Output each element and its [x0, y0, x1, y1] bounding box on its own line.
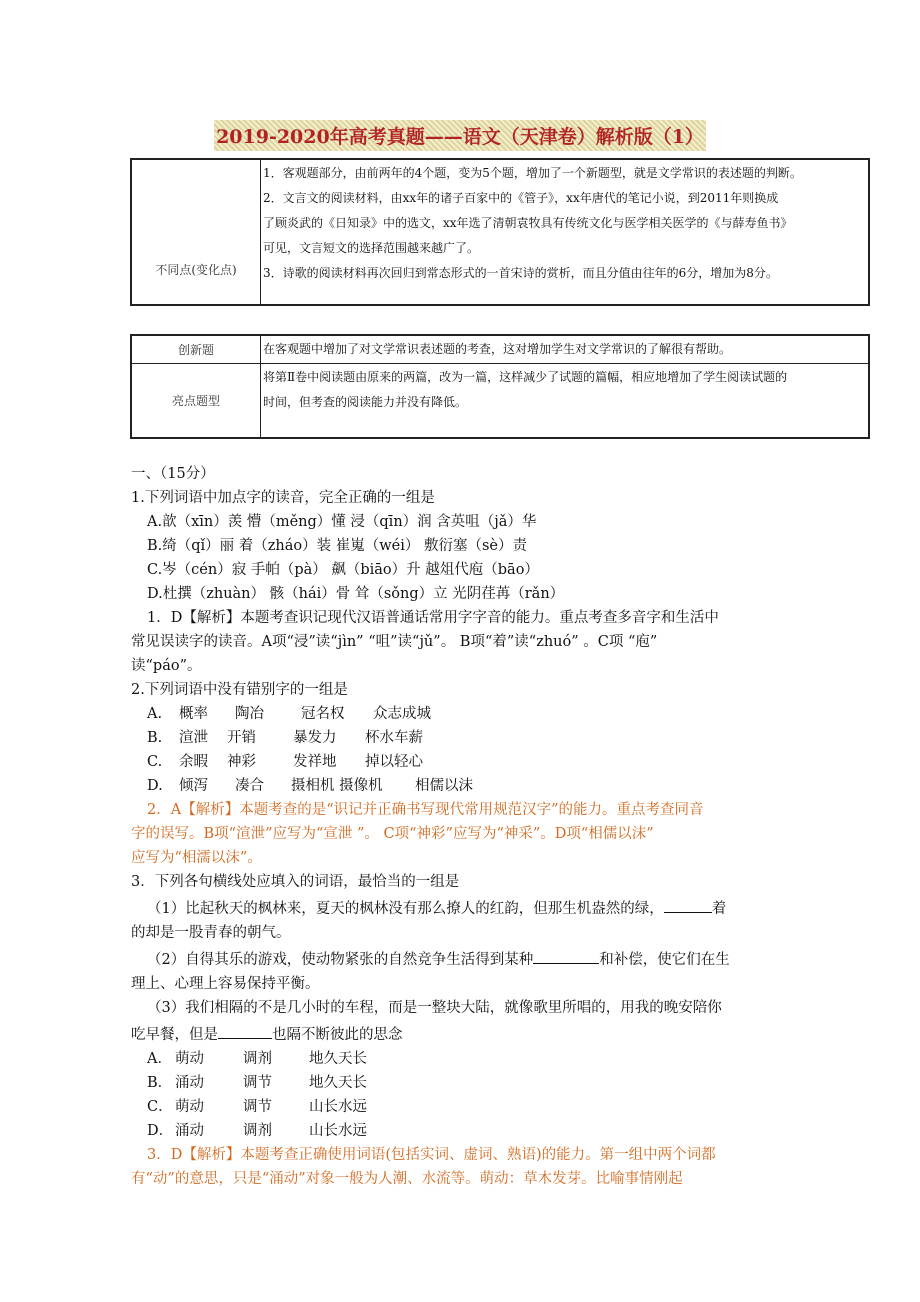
q2-analysis: 应写为“相濡以沫”。 — [131, 850, 262, 866]
option-letter: B． — [147, 1075, 173, 1091]
table1-line: 可见，文言短文的选择范围越来越广了。 — [263, 241, 480, 255]
question-block — [131, 462, 791, 1191]
table2-label: 创新题 — [131, 335, 261, 364]
table2-line: 将第Ⅱ卷中阅读题由原来的两篇，改为一篇，这样减少了试题的篇幅，相应地增加了学生阅读试题的 — [263, 370, 788, 384]
option-word: 相儒以沫 — [415, 778, 473, 794]
option-word: 萌动 — [175, 1099, 204, 1115]
sentence-text: 着 — [711, 901, 727, 917]
option-word: 众志成城 — [373, 706, 431, 722]
q3-sentence: （3）我们相隔的不是几小时的车程，而是一整块大陆，就像歌里所唱的，用我的晚安陪你 — [147, 1000, 722, 1016]
sentence-text: 也隔不断彼此的思念 — [272, 1027, 403, 1043]
option-word: 余暇 — [179, 754, 208, 770]
option-word: 调剂 — [243, 1051, 272, 1067]
q3-sentence — [131, 1020, 791, 1047]
table2-content — [261, 335, 870, 364]
q2-stem: 2.下列词语中没有错别字的一组是 — [131, 682, 348, 698]
q2-option — [131, 750, 791, 774]
comparison-table-1 — [130, 158, 870, 306]
q1-option: D.杜撰（zhuàn） 骸（hái）骨 耸（sǒng）立 光阴荏苒（rǎn） — [147, 586, 565, 602]
option-word: 杯水车薪 — [365, 730, 423, 746]
option-word: 概率 — [179, 706, 208, 722]
option-word: 掉以轻心 — [365, 754, 423, 770]
q1-analysis: 1．D【解析】本题考查识记现代汉语普通话常用字字音的能力。重点考查多音字和生活中 — [147, 610, 719, 626]
q1-option: A.歆（xīn）羡 懵（měng）懂 浸（qīn）润 含英咀（jǎ）华 — [147, 514, 537, 530]
table2-line: 时间，但考查的阅读能力并没有降低。 — [263, 395, 468, 409]
option-word: 萌动 — [175, 1051, 204, 1067]
table1-line: 了顾炎武的《日知录》中的选文，xx年选了清朝袁牧具有传统文化与医学相关医学的《与薛寿鱼书》 — [263, 216, 793, 230]
option-letter: D. — [147, 778, 163, 794]
option-word: 倾泻 — [179, 778, 208, 794]
q1-stem: 1.下列词语中加点字的读音，完全正确的一组是 — [131, 490, 435, 506]
table1-content — [261, 159, 870, 305]
table1-line: 1．客观题部分，由前两年的4个题，变为5个题，增加了一个新题型，就是文学常识的表述题的判断。 — [263, 166, 802, 180]
option-word: 调节 — [243, 1099, 272, 1115]
q3-stem: 3．下列各句横线处应填入的词语，最恰当的一组是 — [131, 874, 460, 890]
q2-option — [131, 702, 791, 726]
q3-option — [131, 1119, 791, 1143]
q3-sentence: 理上、心理上容易保持平衡。 — [131, 976, 320, 992]
option-letter: A． — [147, 1051, 172, 1067]
q1-option: B.绮（qǐ）丽 着（zháo）装 崔嵬（wéi） 敷衍塞（sè）责 — [147, 538, 528, 554]
table1-label: 不同点(变化点) — [131, 159, 261, 305]
option-word: 摄相机 摄像机 — [291, 778, 383, 794]
table1-line: 2．文言文的阅读材料，由xx年的诸子百家中的《管子》，xx年唐代的笔记小说，到2011年则换成 — [263, 191, 779, 205]
q3-sentence — [131, 945, 791, 972]
option-word: 调剂 — [243, 1123, 272, 1139]
fill-blank — [664, 894, 712, 913]
q2-analysis: 2．A【解析】本题考查的是“识记并正确书写现代常用规范汉字”的能力。重点考查同音 — [147, 802, 704, 818]
fill-blank — [533, 945, 599, 964]
option-letter: D． — [147, 1123, 174, 1139]
table1-line: 3．诗歌的阅读材料再次回归到常态形式的一首宋诗的赏析，而且分值由往年的6分，增加为8分。 — [263, 266, 778, 280]
option-word: 地久天长 — [309, 1075, 367, 1091]
sentence-text: （1）比起秋天的枫林来，夏天的枫林没有那么撩人的红韵，但那生机盎然的绿， — [147, 901, 664, 917]
option-word: 调节 — [243, 1075, 272, 1091]
option-word: 暴发力 — [293, 730, 337, 746]
q1-option: C.岑（cén）寂 手帕（pà） 飙（biāo）升 越俎代庖（bāo） — [147, 562, 539, 578]
fill-blank — [218, 1020, 272, 1039]
option-letter: B. — [147, 730, 163, 746]
q3-analysis: 有“动”的意思，只是“涌动”对象一般为人潮、水流等。萌动：草木发芽。比喻事情刚起 — [131, 1171, 683, 1187]
sentence-text: 和补偿，使它们在生 — [599, 952, 730, 968]
option-word: 渲泄 — [179, 730, 208, 746]
q3-option — [131, 1047, 791, 1071]
option-word: 发祥地 — [293, 754, 337, 770]
option-letter: A. — [147, 706, 163, 722]
section-heading: 一、（15分） — [131, 466, 215, 482]
comparison-table-2 — [130, 334, 870, 439]
option-word: 神彩 — [227, 754, 256, 770]
option-letter: C． — [147, 1099, 173, 1115]
option-word: 开销 — [227, 730, 256, 746]
option-word: 凑合 — [235, 778, 264, 794]
q3-sentence: 的却是一股青春的朝气。 — [131, 925, 291, 941]
option-word: 地久天长 — [309, 1051, 367, 1067]
q2-analysis: 字的误写。B项“渲泄”应写为“宣泄 ”。 C项“神彩”应写为“神采”。D项“相儒以沫” — [131, 826, 654, 842]
q2-option — [131, 774, 791, 798]
q1-analysis: 常见误读字的读音。A项“浸”读“jìn” “咀”读“jǔ”。 B项“着”读“zhuó” 。C项 “庖” — [131, 634, 658, 650]
table2-line: 在客观题中增加了对文学常识表述题的考查，这对增加学生对文学常识的了解很有帮助。 — [263, 342, 732, 356]
table2-content — [261, 364, 870, 438]
q3-analysis: 3．D【解析】本题考查正确使用词语(包括实词、虚词、熟语)的能力。第一组中两个词都 — [147, 1147, 716, 1163]
option-word: 山长水远 — [309, 1123, 367, 1139]
q3-option — [131, 1071, 791, 1095]
option-letter: C. — [147, 754, 163, 770]
q1-analysis: 读“páo”。 — [131, 658, 202, 674]
page-title: 2019-2020年高考真题——语文（天津卷）解析版（1） — [0, 120, 920, 151]
q3-sentence — [131, 894, 791, 921]
sentence-text: （2）自得其乐的游戏，使动物紧张的自然竞争生活得到某种 — [147, 952, 534, 968]
q2-option — [131, 726, 791, 750]
option-word: 冠名权 — [301, 706, 345, 722]
option-word: 陶冶 — [235, 706, 264, 722]
option-word: 涌动 — [175, 1075, 204, 1091]
option-word: 涌动 — [175, 1123, 204, 1139]
table2-label: 亮点题型 — [131, 364, 261, 438]
q3-option — [131, 1095, 791, 1119]
sentence-text: 吃早餐，但是 — [131, 1027, 218, 1043]
option-word: 山长水远 — [309, 1099, 367, 1115]
